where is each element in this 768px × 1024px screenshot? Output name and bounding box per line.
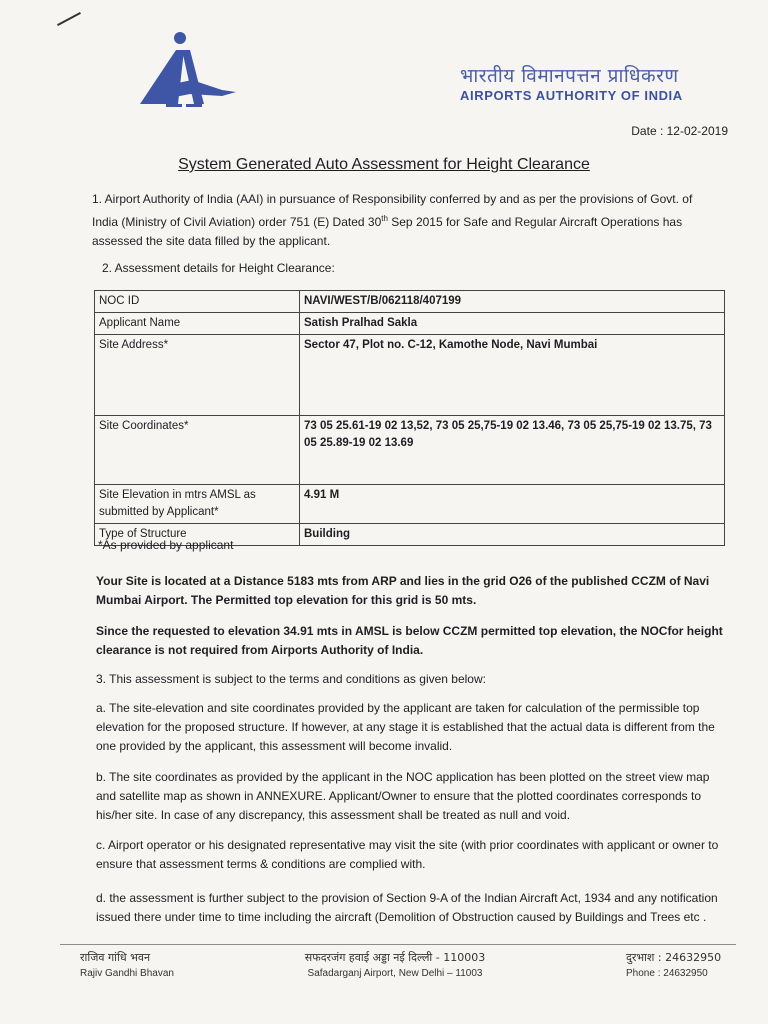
pen-mark	[57, 12, 81, 26]
aai-logo-icon	[132, 30, 242, 112]
row-label: Type of Structure	[95, 524, 300, 546]
condition-a: a. The site-elevation and site coordinates provided by the applicant are taken for calculation of the permissible top elevation for the proposed structure. If however, at any stage it is established that the actual data is different from the one provided by the applicant, this assessment will become invalid.	[96, 701, 715, 753]
document-title: System Generated Auto Assessment for Height Clearance	[178, 156, 590, 173]
row-value: Satish Pralhad Sakla	[300, 313, 725, 335]
footer-mid-hindi: सफदरजंग हवाई अड्डा नई दिल्ली - 110003	[304, 951, 486, 964]
footer-phone	[626, 950, 721, 982]
table-row	[95, 291, 725, 313]
condition-d: d. the assessment is further subject to the provision of Section 9-A of the Indian Aircraft Act, 1934 and any notification issued there under time to time including the aircraft (Demolition of Obstruction caused by Buildings and Trees etc .	[96, 891, 718, 924]
paragraph-2: 2. Assessment details for Height Clearance:	[102, 261, 335, 275]
site-location-statement: Your Site is located at a Distance 5183 mts from ARP and lies in the grid O26 of the published CCZM of Navi Mumbai Airport. The Permitted top elevation for this grid is 50 mts.	[96, 574, 710, 607]
superscript-th: th	[381, 214, 388, 223]
row-value: 73 05 25.61-19 02 13,52, 73 05 25,75-19 02 13.46, 73 05 25,75-19 02 13.75, 73 05 25.89-19 02 13.69	[300, 416, 725, 485]
row-value: 4.91 M	[300, 485, 725, 524]
noc-conclusion-statement: Since the requested to elevation 34.91 mts in AMSL is below CCZM permitted top elevation, the NOCfor height clearance is not required from Airports Authority of India.	[96, 624, 723, 657]
table-row	[95, 335, 725, 416]
footer-mid-english: Safadarganj Airport, New Delhi – 11003	[307, 968, 483, 979]
row-value: Sector 47, Plot no. C-12, Kamothe Node, Navi Mumbai	[300, 335, 725, 416]
table-row	[95, 485, 725, 524]
footer-address-left	[80, 950, 174, 982]
paragraph-1-text-b: Sep 2015 for Safe and Regular Aircraft Operations has assessed the site data filled by the applicant.	[92, 215, 683, 248]
paragraph-3: 3. This assessment is subject to the terms and conditions as given below:	[96, 672, 486, 686]
row-label: NOC ID	[95, 291, 300, 313]
footer-right-english: Phone : 24632950	[626, 968, 708, 979]
row-label: Site Address*	[95, 335, 300, 416]
org-name	[460, 62, 683, 103]
table-row	[95, 416, 725, 485]
condition-b: b. The site coordinates as provided by the applicant in the NOC application has been plotted on the street view map and satellite map as shown in ANNEXURE. Applicant/Owner to ensure that the plotted coordinates corresponds to his/her site. In case of any discrepancy, this assessment shall be treated as null and void.	[96, 770, 710, 822]
table-row	[95, 313, 725, 335]
footer-right-hindi: दुरभाश : 24632950	[626, 951, 722, 964]
row-label: Site Coordinates*	[95, 416, 300, 485]
paragraph-1	[92, 190, 720, 251]
paragraph-1-text-a: 1. Airport Authority of India (AAI) in pursuance of Responsibility conferred by and as per the provisions of Govt. of India (Ministry of Civil Aviation) order 751 (E) Dated 30	[92, 192, 693, 229]
org-name-hindi: भारतीय विमानपत्तन प्राधिकरण	[460, 65, 679, 87]
footnote-applicant: *As provided by applicant	[98, 538, 234, 552]
footer-divider	[60, 944, 736, 945]
condition-c: c. Airport operator or his designated representative may visit the site (with prior coordinates with applicant or owner to ensure that assessment terms & conditions are complied with.	[96, 838, 719, 871]
assessment-details-table	[94, 290, 725, 546]
row-value: NAVI/WEST/B/062118/407199	[300, 291, 725, 313]
row-value: Building	[300, 524, 725, 546]
row-label: Site Elevation in mtrs AMSL as submitted by Applicant*	[95, 485, 300, 524]
footer-address-middle	[300, 950, 490, 982]
footer-left-hindi: राजिव गांधि भवन	[80, 951, 151, 964]
document-date: Date : 12-02-2019	[631, 124, 728, 138]
org-name-english: AIRPORTS AUTHORITY OF INDIA	[460, 88, 683, 103]
footer-left-english: Rajiv Gandhi Bhavan	[80, 968, 174, 979]
row-label: Applicant Name	[95, 313, 300, 335]
